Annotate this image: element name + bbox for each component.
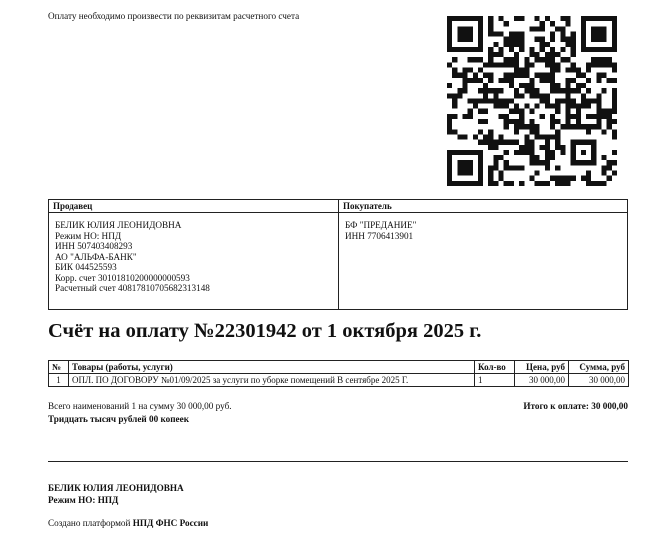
- amount-in-words: Тридцать тысяч рублей 00 копеек: [48, 414, 190, 424]
- seller-details: [49, 213, 339, 310]
- item-sum: 30 000,00: [569, 374, 629, 387]
- platform-name: НПД ФНС России: [132, 518, 209, 528]
- invoice-title: Счёт на оплату №22301942 от 1 октября 2025 г.: [48, 320, 482, 342]
- col-price-header: Цена, руб: [515, 361, 569, 374]
- created-prefix: Создано платформой: [48, 518, 131, 528]
- signer-name: БЕЛИК ЮЛИЯ ЛЕОНИДОВНА: [48, 483, 184, 493]
- payment-instruction: Оплату необходимо произвести по реквизитам расчетного счета: [48, 11, 300, 21]
- seller-line: Режим НО: НПД: [55, 230, 122, 241]
- item-name: ОПЛ. ПО ДОГОВОРУ №01/09/2025 за услуги по уборке помещений В сентябре 2025 Г.: [69, 374, 475, 387]
- col-name-header: Товары (работы, услуги): [69, 361, 475, 374]
- seller-line: АО "АЛЬФА-БАНК": [55, 251, 137, 262]
- col-sum-header: Сумма, руб: [569, 361, 629, 374]
- seller-line: ИНН 507403408293: [55, 241, 133, 251]
- seller-line: БИК 044525593: [55, 262, 117, 272]
- signer-tax-regime: Режим НО: НПД: [48, 495, 119, 505]
- created-by-footer: [48, 518, 208, 528]
- item-num: 1: [49, 374, 69, 387]
- item-price: 30 000,00: [515, 374, 569, 387]
- items-header-row: [49, 361, 629, 374]
- seller-line: Расчетный счет 40817810705682313148: [55, 283, 210, 293]
- table-row: [49, 374, 629, 387]
- parties-table: [48, 199, 628, 310]
- buyer-details: [339, 213, 628, 310]
- signature-line: [48, 461, 628, 462]
- items-summary: Всего наименований 1 на сумму 30 000,00 руб.: [48, 401, 232, 411]
- seller-header: Продавец: [49, 200, 339, 213]
- buyer-line: ИНН 7706413901: [345, 230, 414, 241]
- items-table: [48, 360, 629, 387]
- col-qty-header: Кол-во: [475, 361, 515, 374]
- seller-line: БЕЛИК ЮЛИЯ ЛЕОНИДОВНА: [55, 220, 182, 230]
- item-qty: 1: [475, 374, 515, 387]
- buyer-line: БФ "ПРЕДАНИЕ": [345, 220, 417, 230]
- col-num-header: №: [49, 361, 69, 374]
- buyer-header: Покупатель: [339, 200, 628, 213]
- qr-code-icon: [447, 16, 617, 186]
- seller-line: Корр. счет 30101810200000000593: [55, 272, 190, 283]
- total-to-pay: Итого к оплате: 30 000,00: [523, 401, 628, 411]
